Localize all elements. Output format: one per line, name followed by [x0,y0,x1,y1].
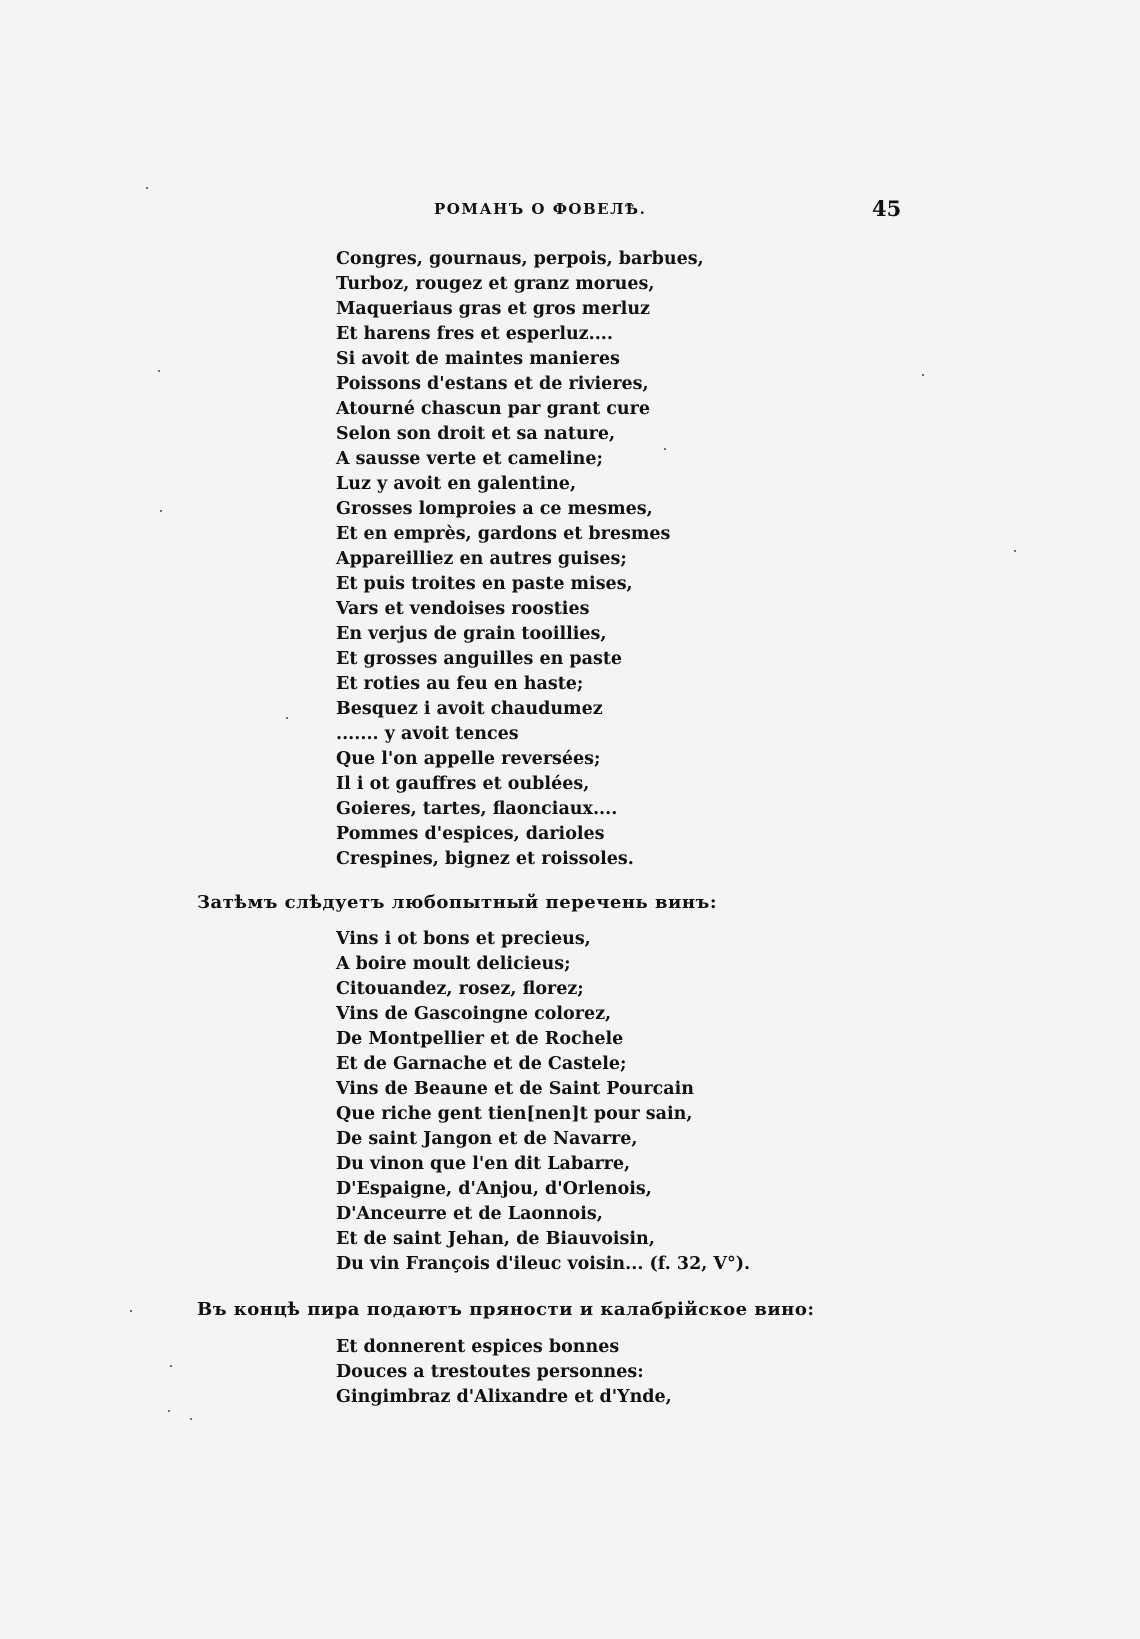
verse-line: Et roties au feu en haste; [336,674,584,694]
verse-line: Du vin François d'ileuc voisin... (f. 32, V°). [336,1254,751,1274]
scan-speck [146,187,148,189]
verse-line: Vins de Gascoingne colorez, [336,1004,612,1024]
scan-speck [286,717,288,719]
verse-line: En verjus de grain tooillies, [336,624,607,644]
scan-speck [170,1365,172,1367]
verse-line: Luz y avoit en galentine, [336,474,577,494]
verse-line: Et de saint Jehan, de Biauvoisin, [336,1229,655,1249]
verse-line: Atourné chascun par grant cure [336,399,651,419]
verse-block-wines [336,927,750,1277]
verse-line: ....... y avoit tences [336,724,519,744]
verse-line: A sausse verte et cameline; [336,449,603,469]
verse-line: Poissons d'estans et de rivieres, [336,374,649,394]
verse-line: Et de Garnache et de Castele; [336,1054,627,1074]
verse-line: Gingimbraz d'Alixandre et d'Ynde, [336,1387,672,1407]
verse-block-spices [336,1335,672,1410]
scan-speck [1014,550,1016,552]
verse-line: Vars et vendoises roosties [336,599,590,619]
running-title: РОМАНЪ О ФОВЕЛѢ. [434,200,647,218]
scan-speck [130,1310,132,1312]
verse-line: D'Anceurre et de Laonnois, [336,1204,603,1224]
verse-line: Vins i ot bons et precieus, [336,929,591,949]
verse-line: Citouandez, rosez, florez; [336,979,584,999]
verse-line: Et harens fres et esperluz.... [336,324,613,344]
verse-line: Crespines, bignez et roissoles. [336,849,634,869]
verse-line: Et grosses anguilles en paste [336,649,623,669]
verse-line: De Montpellier et de Rochele [336,1029,624,1049]
verse-line: Turboz, rougez et granz morues, [336,274,655,294]
scan-speck [168,1410,170,1412]
verse-line: De saint Jangon et de Navarre, [336,1129,638,1149]
scan-speck [190,1418,192,1420]
verse-line: Que riche gent tien[nen]t pour sain, [336,1104,693,1124]
verse-line: Et en emprès, gardons et bresmes [336,524,671,544]
verse-line: Vins de Beaune et de Saint Pourcain [336,1079,694,1099]
verse-line: Il i ot gauffres et oublées, [336,774,590,794]
verse-line: D'Espaigne, d'Anjou, d'Orlenois, [336,1179,652,1199]
prose-line-wines: Затѣмъ слѣдуетъ любопытный перечень винъ: [197,892,717,913]
prose-line-spices: Въ концѣ пира подаютъ пряности и калабрійское вино: [197,1299,815,1320]
verse-block-fish [336,247,704,872]
verse-line: Maqueriaus gras et gros merluz [336,299,650,319]
scan-speck [664,448,666,450]
verse-line: Et donnerent espices bonnes [336,1337,620,1357]
verse-line: Grosses lomproies a ce mesmes, [336,499,653,519]
verse-line: Goieres, tartes, flaonciaux.... [336,799,618,819]
page-number: 45 [872,196,902,221]
scan-speck [160,510,162,512]
verse-line: Congres, gournaus, perpois, barbues, [336,249,704,269]
scan-speck [922,374,924,376]
verse-line: Selon son droit et sa nature, [336,424,616,444]
verse-line: Si avoit de maintes manieres [336,349,620,369]
verse-line: Appareilliez en autres guises; [336,549,627,569]
verse-line: Du vinon que l'en dit Labarre, [336,1154,631,1174]
verse-line: Et puis troites en paste mises, [336,574,633,594]
verse-line: Pommes d'espices, darioles [336,824,605,844]
verse-line: Que l'on appelle reversées; [336,749,601,769]
verse-line: Douces a trestoutes personnes: [336,1362,644,1382]
verse-line: Besquez i avoit chaudumez [336,699,603,719]
verse-line: A boire moult delicieus; [336,954,571,974]
scan-speck [158,370,160,372]
